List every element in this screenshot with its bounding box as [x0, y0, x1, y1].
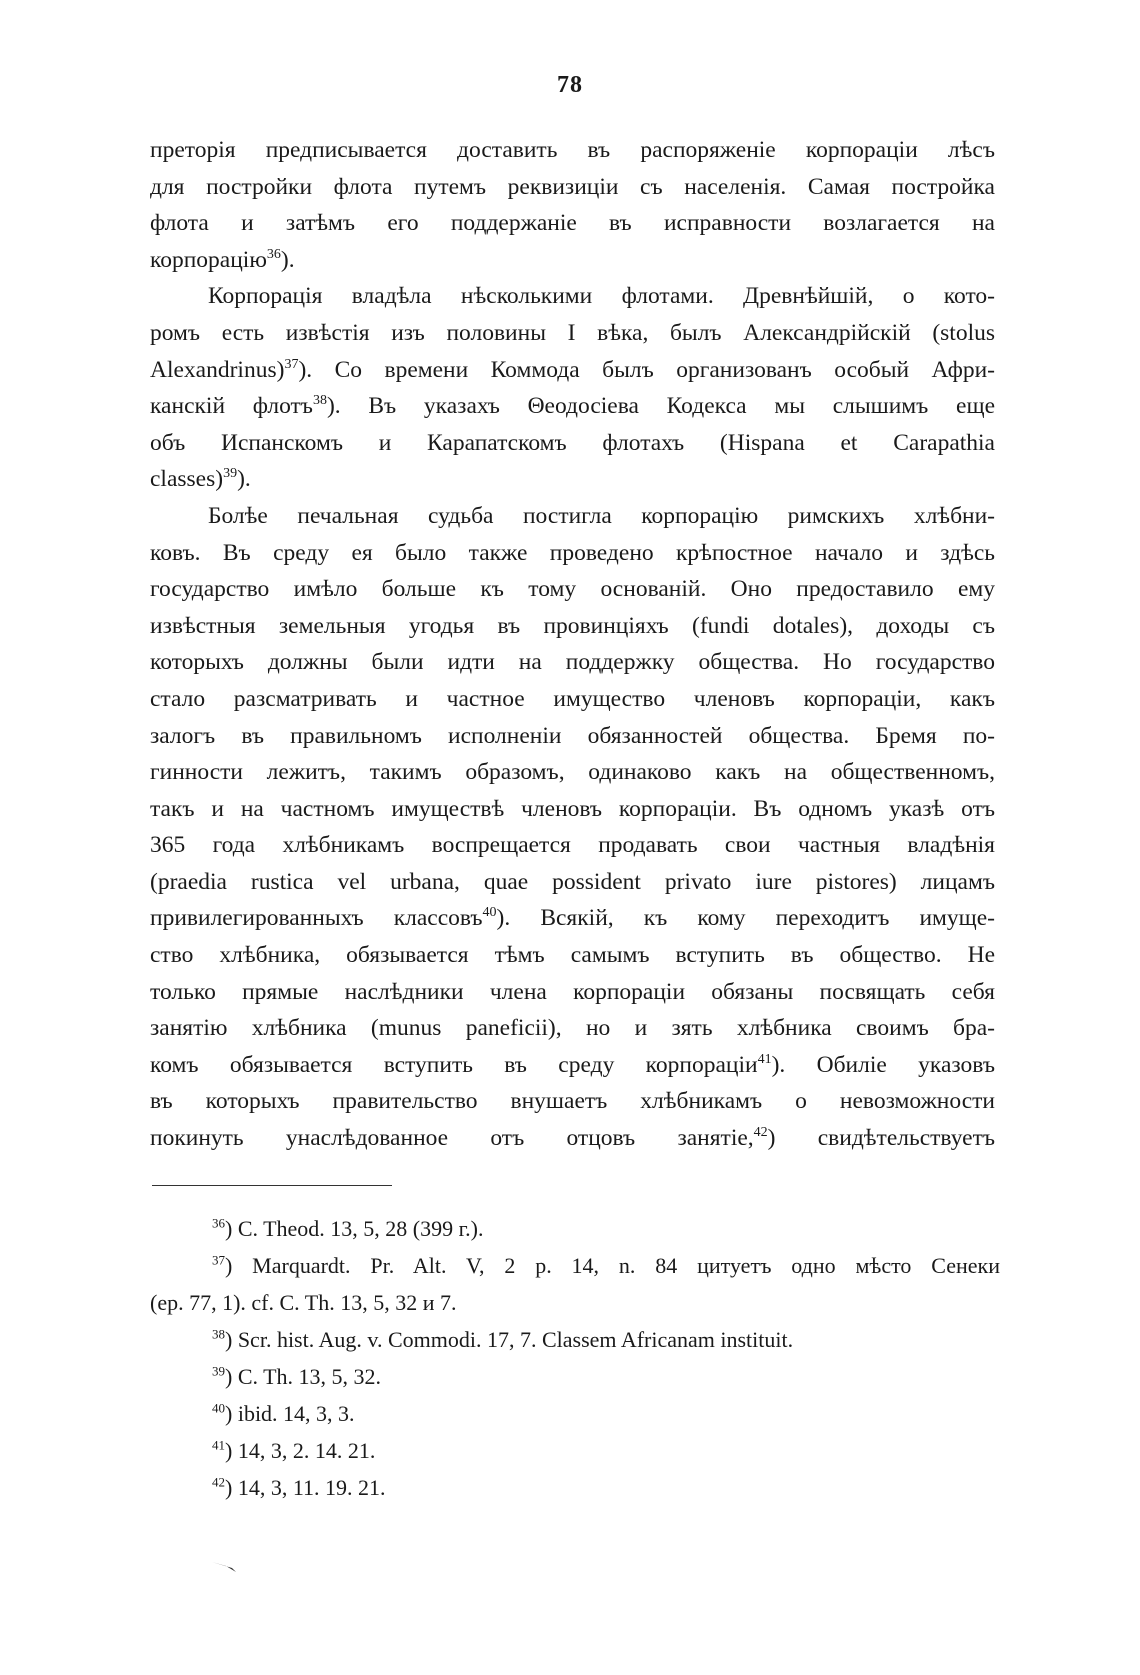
- text-line: [150, 388, 995, 425]
- text-line: такъ и на частномъ имуществѣ членовъ корпораціи. Въ одномъ указѣ отъ: [150, 795, 995, 822]
- text-line: государство имѣло больше къ тому основаній. Оно предоставило ему: [150, 576, 995, 603]
- text-fragment: classes): [150, 466, 224, 493]
- footnote-40: [150, 1395, 1000, 1432]
- footnote-41: [150, 1432, 1000, 1469]
- footnote-text: ) 14, 3, 2. 14. 21.: [225, 1438, 376, 1463]
- footnote-text: ) Scr. hist. Aug. v. Commodi. 17, 7. Classem Africanam instituit.: [225, 1327, 794, 1352]
- footnote-number: 41: [212, 1437, 225, 1453]
- footnote-number: 39: [212, 1363, 225, 1379]
- footnote-ref: 37: [284, 356, 299, 372]
- footnote-number: 38: [212, 1326, 225, 1342]
- text-fragment: корпорацію: [150, 246, 267, 273]
- footnote-text: ) C. Theod. 13, 5, 28 (399 г.).: [225, 1216, 484, 1241]
- text-fragment: привилегированныхъ классовъ: [150, 905, 483, 932]
- text-fragment: ) свидѣтельствуетъ: [767, 1125, 995, 1152]
- text-line: Болѣе печальная судьба постигла корпорацію римскихъ хлѣбни-: [208, 502, 995, 529]
- footnote-37-continued: (ep. 77, 1). cf. C. Th. 13, 5, 32 и 7.: [150, 1290, 457, 1315]
- text-line: (praedia rustica vel urbana, quae possident privato iure pistores) лицамъ: [150, 868, 995, 895]
- footnote-number: 37: [212, 1252, 225, 1268]
- text-line: флота и затѣмъ его поддержаніе въ исправности возлагается на: [150, 210, 995, 237]
- footnote-text: ) C. Th. 13, 5, 32.: [225, 1364, 382, 1389]
- footnote-ref: 38: [312, 393, 327, 409]
- text-line: залогъ въ правильномъ исполненіи обязанностей общества. Бремя по-: [150, 722, 995, 749]
- text-line: преторія предписывается доставить въ распоряженіе корпораціи лѣсъ: [150, 137, 995, 163]
- footnote-38: [150, 1321, 1000, 1358]
- footnote-number: 40: [212, 1400, 225, 1416]
- text-line: только прямые наслѣдники члена корпораціи обязаны посвящать себя: [150, 978, 995, 1005]
- footnote-ref: 39: [223, 466, 238, 482]
- text-line: занятію хлѣбника (munus paneficii), но и зять хлѣбника своимъ бра-: [150, 1015, 995, 1042]
- footnote-ref: 41: [757, 1052, 772, 1068]
- text-line: [150, 461, 995, 498]
- text-line: [150, 1120, 995, 1157]
- text-fragment: Alexandrinus): [150, 356, 285, 383]
- footnotes: [150, 1210, 1000, 1506]
- text-line: ство хлѣбника, обязывается тѣмъ самымъ вступить въ общество. Не: [150, 942, 995, 969]
- ink-mark: [212, 1560, 252, 1580]
- text-line: Корпорація владѣла нѣсколькими флотами. Древнѣйшій, о кото-: [208, 283, 995, 310]
- footnote-37: [150, 1247, 1000, 1284]
- text-line: [150, 900, 995, 937]
- text-fragment: комъ обязывается вступить въ среду корпораціи: [150, 1051, 758, 1078]
- text-fragment: ).: [280, 246, 295, 273]
- text-line: [150, 242, 995, 279]
- text-line: гинности лежитъ, такимъ образомъ, одинаково какъ на общественномъ,: [150, 759, 995, 786]
- text-fragment: канскій флотъ: [150, 393, 313, 420]
- footnote-ref: 42: [753, 1125, 768, 1141]
- paragraph-1: [150, 132, 995, 278]
- footnote-divider: [152, 1185, 392, 1186]
- footnote-text: ) Marquardt. Pr. Alt. V, 2 p. 14, n. 84 цитуетъ одно мѣсто Сенеки: [225, 1253, 1000, 1278]
- footnote-36: [150, 1210, 1000, 1247]
- paragraph-3: [150, 498, 995, 1157]
- text-fragment: ).: [237, 466, 251, 493]
- text-line: ковъ. Въ среду ея было также проведено крѣпостное начало и здѣсь: [150, 539, 995, 566]
- text-line: объ Испанскомъ и Карапатскомъ флотахъ (Hispana et Carapathia: [150, 429, 995, 456]
- text-line: стало разсматривать и частное имущество членовъ корпораціи, какъ: [150, 685, 995, 712]
- text-fragment: ). Со времени Коммода былъ организованъ особый Афри-: [298, 356, 995, 383]
- text-fragment: ). Обиліе указовъ: [771, 1051, 995, 1078]
- main-text: [150, 132, 995, 1157]
- footnote-text: ) ibid. 14, 3, 3.: [225, 1401, 355, 1426]
- footnote-text: ) 14, 3, 11. 19. 21.: [225, 1475, 386, 1500]
- text-line: извѣстныя земельныя угодья въ провинціяхъ (fundi dotales), доходы съ: [150, 612, 995, 639]
- footnote-42: [150, 1469, 1000, 1506]
- footnote-39: [150, 1358, 1000, 1395]
- page-number: 78: [557, 72, 583, 98]
- footnote-ref: 40: [482, 905, 497, 921]
- paragraph-2: [150, 278, 995, 498]
- text-fragment: покинуть унаслѣдованное отъ отцовъ занятіе,: [150, 1125, 754, 1152]
- text-fragment: ). Въ указахъ Θеодосіева Кодекса мы слышимъ еще: [326, 393, 995, 420]
- ink-stroke: [212, 1562, 236, 1572]
- text-line: для постройки флота путемъ реквизиціи съ населенія. Самая постройка: [150, 173, 995, 200]
- text-line: [150, 352, 995, 389]
- footnote-number: 42: [212, 1474, 225, 1490]
- text-line: 365 года хлѣбникамъ воспрещается продавать свои частныя владѣнія: [150, 832, 995, 859]
- text-fragment: ). Всякій, къ кому переходитъ имуще-: [496, 905, 995, 932]
- footnote-number: 36: [212, 1215, 225, 1231]
- text-line: въ которыхъ правительство внушаетъ хлѣбникамъ о невозможности: [150, 1088, 995, 1115]
- footnote-ref: 36: [266, 246, 281, 262]
- text-line: которыхъ должны были идти на поддержку общества. Но государство: [150, 649, 995, 676]
- text-line: [150, 1047, 995, 1084]
- text-line: ромъ есть извѣстія изъ половины I вѣка, былъ Александрійскій (stolus: [150, 319, 995, 346]
